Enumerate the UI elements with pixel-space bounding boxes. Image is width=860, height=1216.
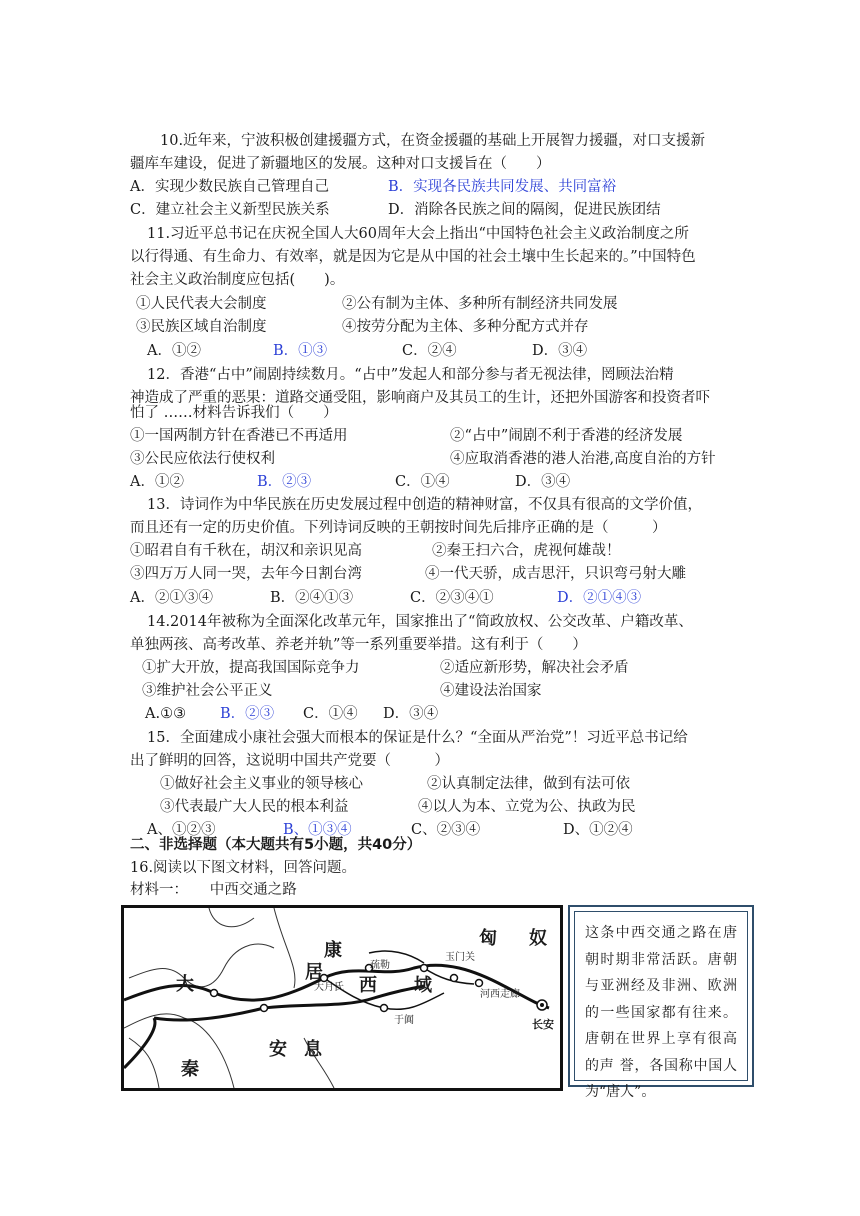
q12-stem-line1: 12．香港“占中”闹剧持续数月。“占中”发起人和部分参与者无视法律，罔顾法治精 (147, 367, 674, 383)
q15-stem-line2: 出了鲜明的回答，这说明中国共产党要（ ） (130, 753, 449, 769)
q10-option-a: A．实现少数民族自己管理自己 (130, 179, 329, 195)
q12-item-4: ④应取消香港的港人治港,高度自治的方针 (450, 451, 716, 467)
q12-option-d: D．③④ (515, 474, 571, 490)
q11-item-1: ①人民代表大会制度 (136, 296, 267, 312)
q14-item-4: ④建设法治国家 (440, 683, 542, 699)
q11-option-b: B．①③ (273, 343, 328, 359)
map-label-hexi: 河西走廊 (480, 989, 520, 1000)
q11-option-d: D．③④ (532, 343, 588, 359)
q11-item-4: ④按劳分配为主体、多种分配方式并存 (342, 319, 589, 335)
q11-stem-line1: 11.习近平总书记在庆祝全国人大60周年大会上指出“中国特色社会主义政治制度之所 (147, 226, 689, 242)
q15-stem-line1: 15．全面建成小康社会强大而根本的保证是什么？“全面从严治党”！习近平总书记给 (147, 730, 688, 746)
q14-item-1: ①扩大开放，提高我国国际竞争力 (142, 660, 360, 676)
q15-option-a: A、①②③ (147, 822, 216, 838)
q10-stem-line2: 疆库车建设，促进了新疆地区的发展。这种对口支援旨在（ ） (130, 156, 551, 172)
q15-option-b: B、①③④ (283, 822, 352, 838)
map-label-xiongnu-1: 匈 (479, 928, 497, 949)
map-label-xi-parthia: 息 (304, 1039, 322, 1060)
q10-option-b: B．实现各民族共同发展、共同富裕 (388, 179, 617, 195)
material-textbox (568, 905, 754, 1100)
q13-item-4: ④一代天骄，成吉思汗，只识弯弓射大雕 (425, 566, 686, 582)
q15-item-1: ①做好社会主义事业的领导核心 (160, 776, 363, 792)
q11-item-3: ③民族区域自治制度 (136, 319, 267, 335)
q14-option-c: C．①④ (303, 706, 358, 722)
q13-option-d: D．②①④③ (557, 590, 642, 606)
q12-option-c: C．①④ (395, 474, 450, 490)
q14-stem-line2: 单独两孩、高考改革、养老并轨”等一系列重要举措。这有利于（ ） (130, 637, 587, 653)
q13-item-2: ②秦王扫六合，虎视何雄哉！ (432, 543, 621, 559)
q13-item-3: ③四万万人同一哭，去年今日割台湾 (130, 566, 362, 582)
q11-stem-line3: 社会主义政治制度应包括( )。 (130, 272, 345, 288)
q11-item-2: ②公有制为主体、多种所有制经济共同发展 (342, 296, 618, 312)
q11-option-a: A．①② (147, 343, 201, 359)
q14-stem-line1: 14.2014年被称为全面深化改革元年，国家推出了“简政放权、公交改革、户籍改革、 (147, 614, 693, 630)
map-label-xiongnu-2: 奴 (529, 928, 547, 949)
q15-item-2: ②认真制定法律，做到有法可依 (427, 776, 630, 792)
q10-stem-line1: 10.近年来，宁波积极创建援疆方式，在资金援疆的基础上开展智力援疆，对口支援新 (160, 133, 706, 149)
q11-option-c: C．②④ (402, 343, 457, 359)
q12-item-3: ③公民应依法行使权利 (130, 451, 275, 467)
map-label-da: 大 (176, 974, 194, 995)
q12-stem-line3-visible: 怕了 ……材料告诉我们（ ） (130, 405, 338, 421)
material-textbox-text: 这条中西交通之路在唐朝时期非常活跃。唐朝与亚洲经及非洲、欧洲的一些国家都有往来。唐朝在世界上享有很高的声 誉，各国称中国人为“唐人”。 (574, 911, 748, 1081)
q14-option-a: A.①③ (145, 706, 187, 722)
q13-stem-line1: 13．诗词作为中华民族在历史发展过程中创造的精神财富，不仅具有很高的文学价值， (147, 497, 702, 513)
q13-stem-line2: 而且还有一定的历史价值。下列诗词反映的王朝按时间先后排序正确的是（ ） (130, 520, 667, 536)
q12-stem-line2: 神造成了严重的恶果：道路交通受阻，影响商户及其员工的生计，还把外国游客和投资者吓 (130, 390, 710, 406)
q12-item-2: ②“占中”闹剧不利于香港的经济发展 (450, 428, 683, 444)
silk-road-map (121, 905, 563, 1091)
map-label-dayuan: 大月氏 (314, 982, 344, 993)
q14-item-2: ②适应新形势，解决社会矛盾 (440, 660, 629, 676)
q12-option-b: B．②③ (257, 474, 312, 490)
material-title: 材料一： 中西交通之路 (130, 882, 297, 898)
q12-item-1: ①一国两制方针在香港已不再适用 (130, 428, 348, 444)
q14-option-d: D．③④ (383, 706, 439, 722)
q13-option-c: C．②③④① (410, 590, 494, 606)
q15-option-c: C、②③④ (411, 822, 481, 838)
map-label-ju: 居 (305, 962, 323, 983)
q15-item-4: ④以人为本、立党为公、执政为民 (418, 799, 636, 815)
map-label-qin: 秦 (181, 1059, 199, 1080)
map-label-changan: 长安 (532, 1018, 554, 1031)
q10-option-d: D．消除各民族之间的隔阂，促进民族团结 (388, 202, 661, 218)
q14-item-3: ③维护社会公平正义 (142, 683, 273, 699)
map-label-xi-region: 西 (359, 975, 377, 996)
q13-option-b: B．②④①③ (270, 590, 354, 606)
map-label-shule: 疏勒 (370, 960, 390, 971)
map-label-yutian: 于阗 (394, 1015, 414, 1026)
q13-item-1: ①昭君自有千秋在，胡汉和亲识见高 (130, 543, 362, 559)
map-label-kang: 康 (324, 940, 342, 961)
section-heading-visible: 二、非选择题（本大题共有5小题，共40分） (130, 837, 422, 853)
q14-option-b: B．②③ (220, 706, 275, 722)
map-label-yumenguan: 玉门关 (445, 952, 475, 963)
q10-option-c: C．建立社会主义新型民族关系 (130, 202, 330, 218)
q15-item-3: ③代表最广大人民的根本利益 (160, 799, 349, 815)
q16-stem: 16.阅读以下图文材料，回答问题。 (130, 860, 357, 876)
map-label-yu: 域 (414, 975, 432, 996)
q13-option-a: A．②①③④ (130, 590, 213, 606)
q15-option-d: D、①②④ (563, 822, 633, 838)
map-label-an: 安 (269, 1039, 287, 1060)
q12-option-a: A．①② (130, 474, 184, 490)
q11-stem-line2: 以行得通、有生命力、有效率，就是因为它是从中国的社会土壤中生长起来的。”中国特色 (130, 249, 696, 265)
